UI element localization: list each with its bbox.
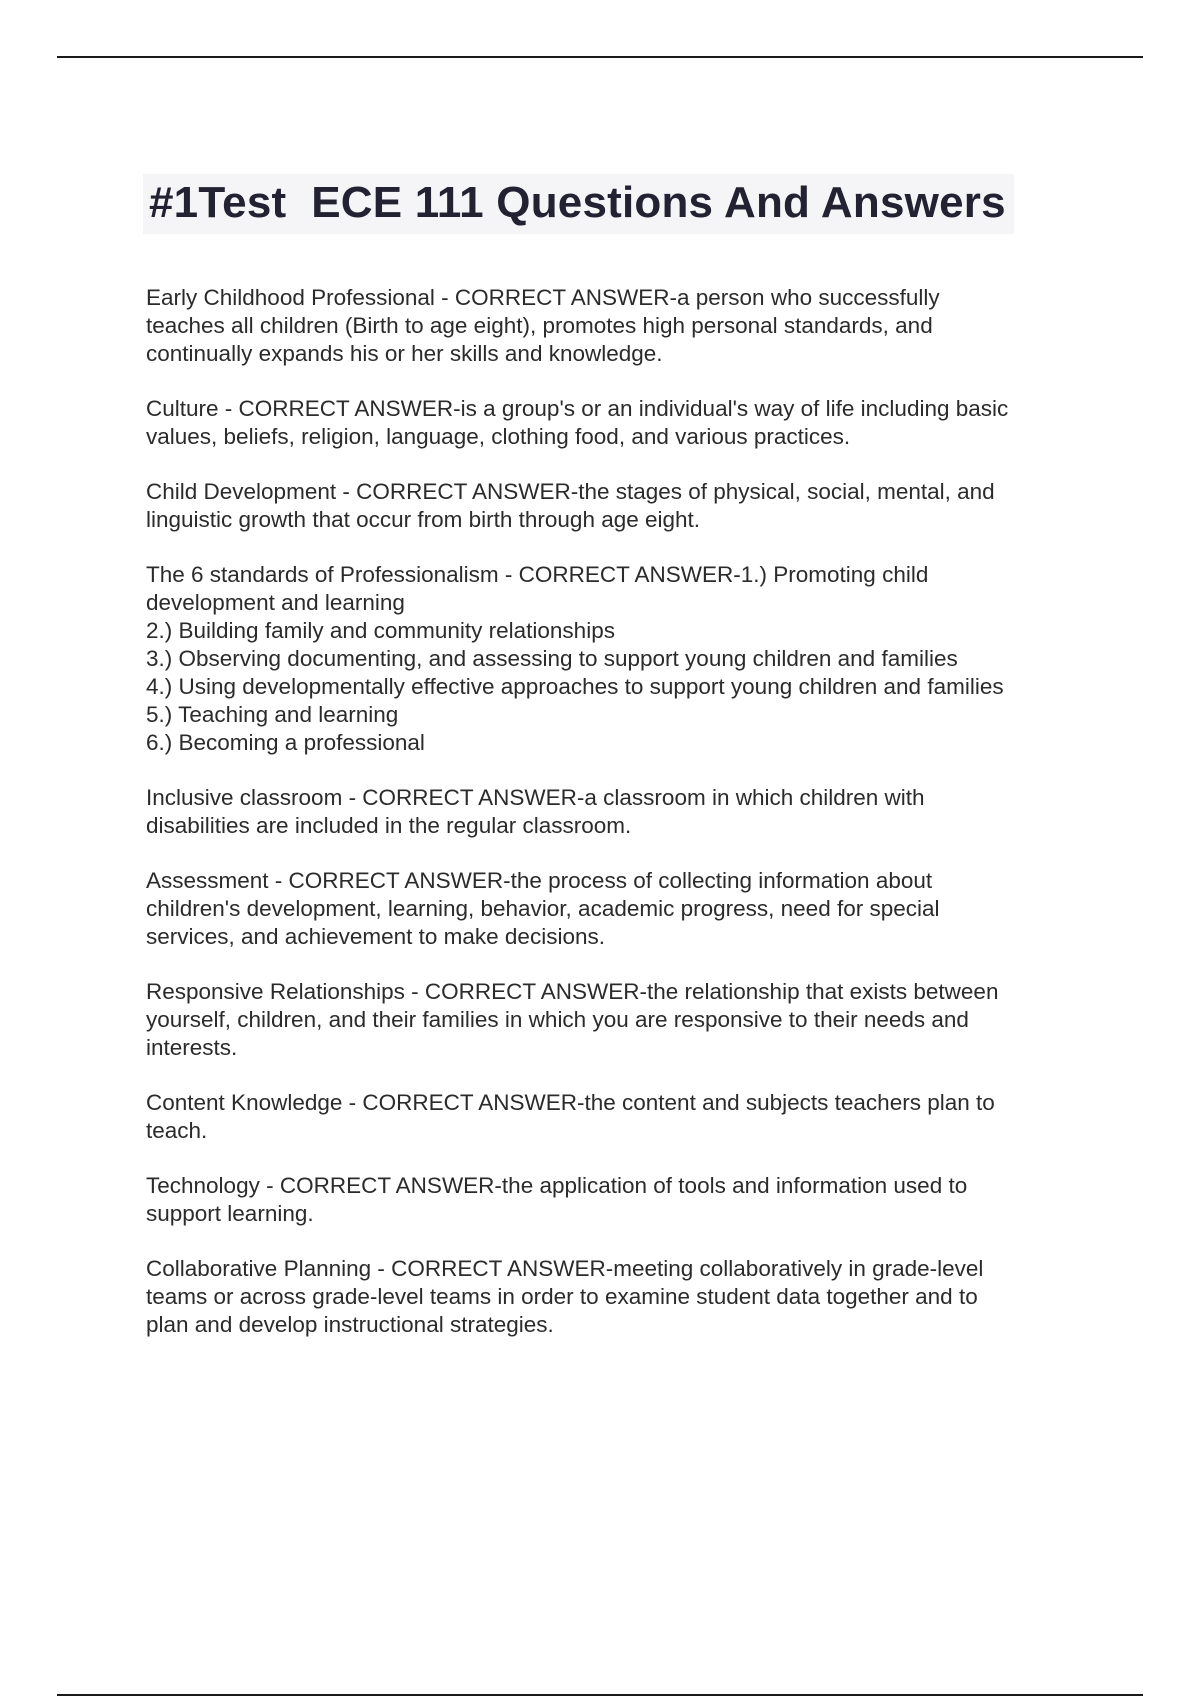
title-highlight — [143, 174, 1014, 234]
qa-item-early-childhood-professional: Early Childhood Professional - CORRECT ANSWER-a person who successfully teaches all children (Birth to age eight), promotes high personal standards, and continually expands his or her skills and knowledge. — [146, 285, 940, 366]
footer-rule — [57, 1694, 1143, 1696]
qa-item-technology: Technology - CORRECT ANSWER-the application of tools and information used to support learning. — [146, 1173, 968, 1226]
qa-item-assessment: Assessment - CORRECT ANSWER-the process of collecting information about children's development, learning, behavior, academic progress, need for special services, and achievement to make decisions. — [146, 868, 940, 949]
qa-item-collaborative-planning: Collaborative Planning - CORRECT ANSWER-meeting collaboratively in grade-level teams or across grade-level teams in order to examine student data together and to plan and develop instructional strategies. — [146, 1256, 984, 1337]
qa-item-culture: Culture - CORRECT ANSWER-is a group's or an individual's way of life including basic values, beliefs, religion, language, clothing food, and various practices. — [146, 396, 1009, 449]
qa-item-child-development: Child Development - CORRECT ANSWER-the stages of physical, social, mental, and linguistic growth that occur from birth through age eight. — [146, 479, 995, 532]
qa-item-standards-of-professionalism: The 6 standards of Professionalism - CORRECT ANSWER-1.) Promoting child development and learning 2.) Building family and community relationships 3.) Observing documenting, and assessing to support young children and families 4.) Using developmentally effective approaches to support young children and families 5.) Teaching and learning 6.) Becoming a professional — [146, 562, 1004, 755]
qa-item-responsive-relationships: Responsive Relationships - CORRECT ANSWER-the relationship that exists between yourself, children, and their families in which you are responsive to their needs and interests. — [146, 979, 999, 1060]
qa-item-inclusive-classroom: Inclusive classroom - CORRECT ANSWER-a classroom in which children with disabilities are included in the regular classroom. — [146, 785, 925, 838]
header-rule — [57, 56, 1143, 58]
qa-list — [146, 284, 1086, 1366]
page-title: #1Test ECE 111 Questions And Answers — [149, 178, 1006, 227]
qa-item-content-knowledge: Content Knowledge - CORRECT ANSWER-the content and subjects teachers plan to teach. — [146, 1090, 995, 1143]
